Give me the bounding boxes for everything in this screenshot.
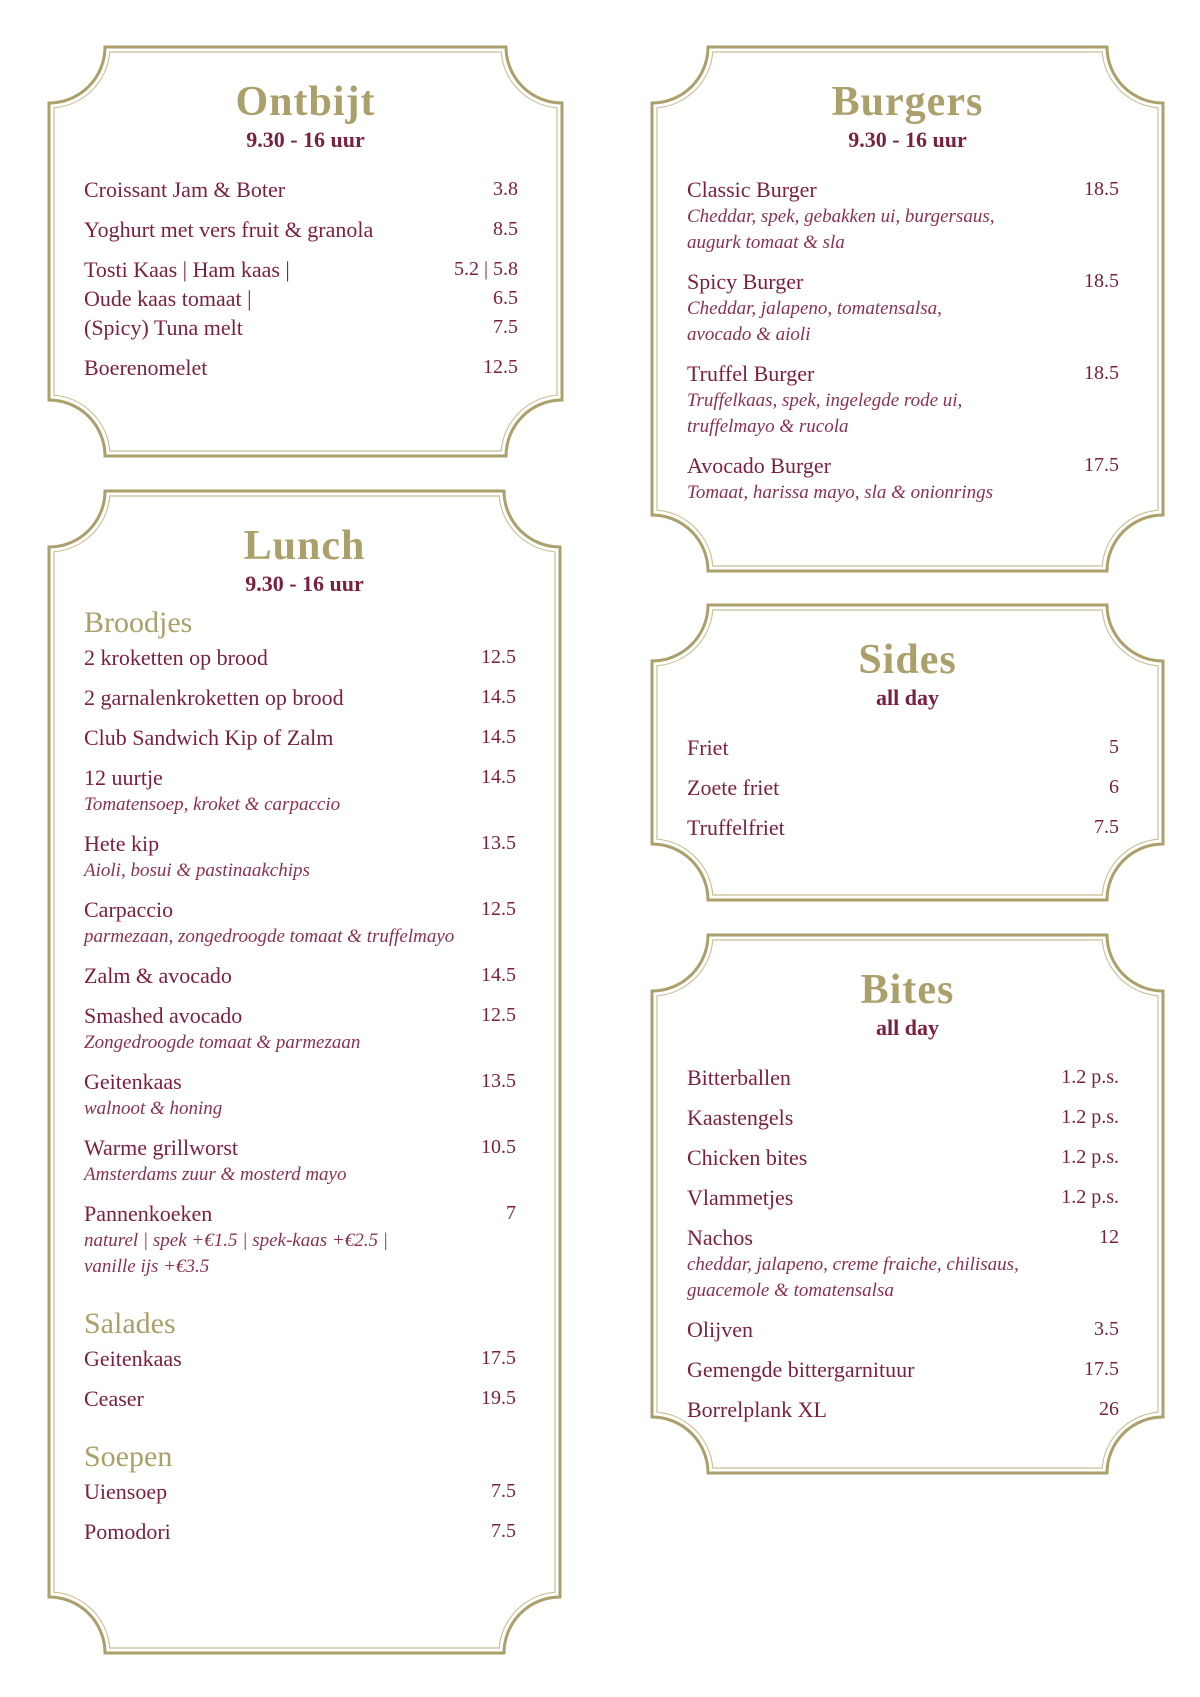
sides-panel bbox=[652, 605, 1163, 900]
item-description: parmezaan, zongedroogde tomaat & truffelmayo bbox=[84, 926, 455, 947]
item-name: Truffel Burger bbox=[687, 361, 815, 386]
item-description: Cheddar, jalapeno, tomatensalsa, bbox=[687, 298, 942, 319]
menu-item bbox=[84, 1199, 516, 1280]
menu-item bbox=[687, 1183, 1119, 1212]
item-price: 5 bbox=[1109, 736, 1119, 758]
item-price: 18.5 bbox=[1084, 362, 1119, 384]
menu-item bbox=[687, 1223, 1119, 1304]
item-price: 3.5 bbox=[1094, 1318, 1119, 1340]
item-name: Geitenkaas bbox=[84, 1346, 182, 1371]
item-price: 1.2 p.s. bbox=[1061, 1186, 1119, 1208]
item-price: 14.5 bbox=[481, 686, 516, 708]
item-description: guacemole & tomatensalsa bbox=[687, 1280, 894, 1301]
item-price: 13.5 bbox=[481, 832, 516, 854]
menu-item bbox=[687, 1315, 1119, 1344]
ontbijt-panel bbox=[49, 47, 562, 456]
item-description: avocado & aioli bbox=[687, 324, 811, 345]
menu-item bbox=[84, 829, 516, 884]
item-name: Spicy Burger bbox=[687, 269, 804, 294]
subsection-heading: Soepen bbox=[84, 1440, 173, 1473]
menu-item bbox=[687, 1103, 1119, 1132]
item-description: truffelmayo & rucola bbox=[687, 416, 849, 437]
item-name: (Spicy) Tuna melt bbox=[84, 315, 243, 340]
item-name: Uiensoep bbox=[84, 1479, 168, 1504]
item-price: 7.5 bbox=[491, 1480, 516, 1502]
menu-item bbox=[687, 773, 1119, 802]
item-price: 17.5 bbox=[1084, 1358, 1119, 1380]
item-price: 3.8 bbox=[493, 178, 518, 200]
item-price: 14.5 bbox=[481, 964, 516, 986]
section-hours: 9.30 - 16 uur bbox=[848, 127, 967, 152]
item-name: Ceaser bbox=[84, 1386, 144, 1411]
item-name: Vlammetjes bbox=[687, 1185, 794, 1210]
item-name: Zalm & avocado bbox=[84, 963, 232, 988]
section-title: Ontbijt bbox=[235, 79, 376, 125]
item-price: 7.5 bbox=[1094, 816, 1119, 838]
menu-item-tosti bbox=[84, 255, 518, 342]
item-name: Pomodori bbox=[84, 1519, 171, 1544]
item-description: Cheddar, spek, gebakken ui, burgersaus, bbox=[687, 206, 995, 227]
item-description: walnoot & honing bbox=[84, 1098, 223, 1119]
item-price: 7.5 bbox=[493, 316, 518, 338]
item-price: 17.5 bbox=[481, 1347, 516, 1369]
item-name: Club Sandwich Kip of Zalm bbox=[84, 725, 334, 750]
item-price: 7 bbox=[506, 1202, 516, 1224]
item-price: 12.5 bbox=[481, 1004, 516, 1026]
item-name: Chicken bites bbox=[687, 1145, 808, 1170]
item-name: Geitenkaas bbox=[84, 1069, 182, 1094]
item-name: Yoghurt met vers fruit & granola bbox=[84, 217, 374, 242]
item-description: cheddar, jalapeno, creme fraiche, chilisaus, bbox=[687, 1254, 1019, 1275]
item-name: Olijven bbox=[687, 1317, 753, 1342]
item-name: Avocado Burger bbox=[687, 453, 831, 478]
item-price: 1.2 p.s. bbox=[1061, 1146, 1119, 1168]
menu-item bbox=[84, 1384, 516, 1413]
menu-item bbox=[687, 1355, 1119, 1384]
item-name: Smashed avocado bbox=[84, 1003, 243, 1028]
item-description: Truffelkaas, spek, ingelegde rode ui, bbox=[687, 390, 963, 411]
item-price: 17.5 bbox=[1084, 454, 1119, 476]
menu-item bbox=[687, 1143, 1119, 1172]
item-price: 12.5 bbox=[483, 356, 518, 378]
item-description: Tomaat, harissa mayo, sla & onionrings bbox=[687, 482, 993, 503]
section-hours: all day bbox=[876, 685, 939, 710]
item-price: 5.2 | 5.8 bbox=[453, 258, 518, 280]
menu-item bbox=[84, 1344, 516, 1373]
item-name: Hete kip bbox=[84, 831, 160, 856]
menu-item bbox=[84, 1067, 516, 1122]
item-price: 14.5 bbox=[481, 726, 516, 748]
item-name: Tosti Kaas | Ham kaas | bbox=[84, 257, 290, 282]
item-price: 7.5 bbox=[491, 1520, 516, 1542]
menu-item bbox=[84, 763, 516, 818]
item-description: naturel | spek +€1.5 | spek-kaas +€2.5 | bbox=[84, 1230, 388, 1251]
item-price: 8.5 bbox=[493, 218, 518, 240]
item-name: Croissant Jam & Boter bbox=[84, 177, 286, 202]
item-description: Tomatensoep, kroket & carpaccio bbox=[84, 794, 341, 815]
item-price: 1.2 p.s. bbox=[1061, 1066, 1119, 1088]
section-hours: 9.30 - 16 uur bbox=[246, 127, 365, 152]
item-price: 1.2 p.s. bbox=[1061, 1106, 1119, 1128]
item-price: 12 bbox=[1099, 1226, 1119, 1248]
item-description: Amsterdams zuur & mosterd mayo bbox=[84, 1164, 347, 1185]
item-name: Classic Burger bbox=[687, 177, 817, 202]
burgers-panel bbox=[652, 47, 1163, 571]
item-name: Borrelplank XL bbox=[687, 1397, 827, 1422]
menu-item bbox=[687, 451, 1119, 506]
section-title: Bites bbox=[860, 967, 955, 1013]
item-price: 6.5 bbox=[493, 287, 518, 309]
menu-item bbox=[84, 215, 518, 244]
item-price: 18.5 bbox=[1084, 178, 1119, 200]
menu-item bbox=[687, 813, 1119, 842]
lunch-panel bbox=[49, 491, 560, 1653]
item-name: Friet bbox=[687, 735, 729, 760]
section-title: Sides bbox=[858, 637, 957, 683]
menu-item bbox=[84, 353, 518, 382]
item-name: 2 garnalenkroketten op brood bbox=[84, 685, 344, 710]
menu-item bbox=[84, 683, 516, 712]
item-description: Zongedroogde tomaat & parmezaan bbox=[84, 1032, 361, 1053]
item-price: 12.5 bbox=[481, 646, 516, 668]
section-hours: 9.30 - 16 uur bbox=[245, 571, 364, 596]
menu-item bbox=[84, 643, 516, 672]
item-description: vanille ijs +€3.5 bbox=[84, 1256, 210, 1277]
menu-item bbox=[84, 723, 516, 752]
item-name: Carpaccio bbox=[84, 897, 174, 922]
menu-item bbox=[687, 359, 1119, 440]
menu-item bbox=[84, 895, 516, 950]
item-name: Bitterballen bbox=[687, 1065, 791, 1090]
menu-item bbox=[84, 1133, 516, 1188]
item-name: 2 kroketten op brood bbox=[84, 645, 268, 670]
item-price: 13.5 bbox=[481, 1070, 516, 1092]
menu-item bbox=[84, 1477, 516, 1506]
item-name: Nachos bbox=[687, 1225, 753, 1250]
menu-item bbox=[687, 175, 1119, 256]
item-price: 18.5 bbox=[1084, 270, 1119, 292]
item-name: Gemengde bittergarnituur bbox=[687, 1357, 915, 1382]
menu-item bbox=[84, 175, 518, 204]
item-description: augurk tomaat & sla bbox=[687, 232, 845, 253]
menu-item bbox=[687, 267, 1119, 348]
item-name: Zoete friet bbox=[687, 775, 780, 800]
menu-item bbox=[84, 1001, 516, 1056]
item-name: Boerenomelet bbox=[84, 355, 208, 380]
menu-item bbox=[84, 1517, 516, 1546]
section-hours: all day bbox=[876, 1015, 939, 1040]
item-price: 14.5 bbox=[481, 766, 516, 788]
item-name: Truffelfriet bbox=[687, 815, 785, 840]
section-title: Burgers bbox=[831, 79, 984, 125]
item-name: Pannenkoeken bbox=[84, 1201, 213, 1226]
item-name: 12 uurtje bbox=[84, 765, 163, 790]
bites-panel bbox=[652, 935, 1163, 1473]
menu-item bbox=[84, 961, 516, 990]
item-price: 12.5 bbox=[481, 898, 516, 920]
item-name: Oude kaas tomaat | bbox=[84, 286, 252, 311]
item-price: 26 bbox=[1099, 1398, 1119, 1420]
item-price: 10.5 bbox=[481, 1136, 516, 1158]
section-title: Lunch bbox=[243, 523, 366, 569]
menu-item bbox=[687, 733, 1119, 762]
item-price: 19.5 bbox=[481, 1387, 516, 1409]
menu-item bbox=[687, 1063, 1119, 1092]
subsection-heading: Salades bbox=[84, 1307, 176, 1340]
item-name: Warme grillworst bbox=[84, 1135, 239, 1160]
item-price: 6 bbox=[1109, 776, 1119, 798]
item-description: Aioli, bosui & pastinaakchips bbox=[84, 860, 310, 881]
menu-item bbox=[687, 1395, 1119, 1424]
item-name: Kaastengels bbox=[687, 1105, 794, 1130]
subsection-heading: Broodjes bbox=[84, 606, 193, 639]
